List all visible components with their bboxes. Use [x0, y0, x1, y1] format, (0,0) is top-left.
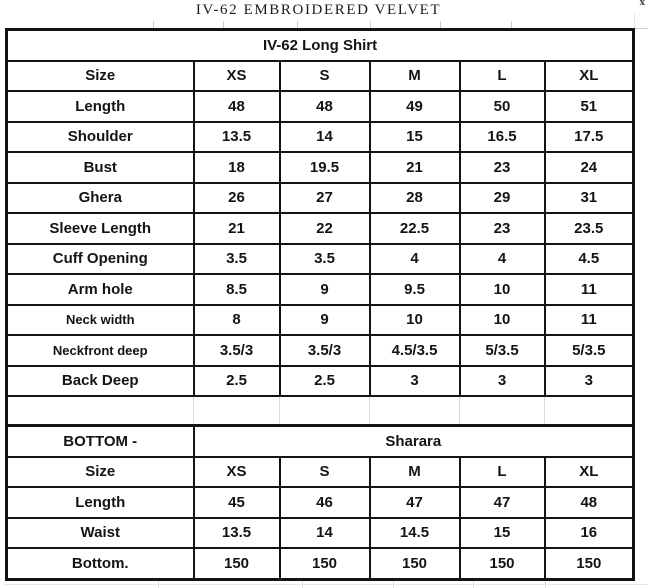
table-row	[7, 61, 634, 92]
bottom-section-value: Sharara	[194, 426, 634, 457]
cell-value: 10	[460, 305, 545, 336]
row-label: Length	[7, 487, 194, 518]
cell-value: 5/3.5	[545, 335, 634, 366]
empty-cell	[194, 396, 280, 426]
cell-value: 14	[280, 122, 370, 153]
cell-value: 15	[370, 122, 460, 153]
table-row	[7, 366, 634, 397]
row-label: Ghera	[7, 183, 194, 214]
row-label: Cuff Opening	[7, 244, 194, 275]
cell-value: 49	[370, 91, 460, 122]
cell-value: 29	[460, 183, 545, 214]
empty-cell	[7, 396, 194, 426]
document-title: IV-62 EMBROIDERED VELVET	[195, 2, 442, 18]
cell-value: 16.5	[460, 122, 545, 153]
cell-value: 9.5	[370, 274, 460, 305]
cell-value: 16	[545, 518, 634, 549]
table-row	[7, 183, 634, 214]
cell-value: 3	[370, 366, 460, 397]
cell-value: 3.5	[194, 244, 280, 275]
cell-value: 150	[460, 548, 545, 579]
cell-value: 48	[194, 91, 280, 122]
cell-value: 3.5	[280, 244, 370, 275]
cell-value: 4.5	[545, 244, 634, 275]
spacer-row	[7, 396, 634, 426]
size-col-header-s: S	[280, 457, 370, 488]
cell-value: 17.5	[545, 122, 634, 153]
cell-value: 5/3.5	[460, 335, 545, 366]
cell-value: 22	[280, 213, 370, 244]
cell-value: 18	[194, 152, 280, 183]
cell-value: 45	[194, 487, 280, 518]
cell-value: 2.5	[280, 366, 370, 397]
cell-value: 15	[460, 518, 545, 549]
cell-value: 48	[280, 91, 370, 122]
size-chart-table	[5, 28, 635, 581]
cell-value: 13.5	[194, 122, 280, 153]
gridline	[634, 14, 635, 28]
size-col-header-xl: XL	[545, 457, 634, 488]
size-col-header-s: S	[280, 61, 370, 92]
cell-value: 47	[370, 487, 460, 518]
cell-value: 47	[460, 487, 545, 518]
cell-value: 23	[460, 213, 545, 244]
cell-value: 8	[194, 305, 280, 336]
row-label: Waist	[7, 518, 194, 549]
gridline-tick	[153, 21, 154, 28]
table-row	[7, 30, 634, 61]
row-label: Bottom.	[7, 548, 194, 579]
cell-value: 150	[370, 548, 460, 579]
cell-value: 150	[280, 548, 370, 579]
size-col-header-m: M	[370, 457, 460, 488]
cell-value: 28	[370, 183, 460, 214]
cell-value: 13.5	[194, 518, 280, 549]
cell-value: 4	[460, 244, 545, 275]
cell-value: 3.5/3	[194, 335, 280, 366]
cell-value: 31	[545, 183, 634, 214]
size-header-label: Size	[7, 61, 194, 92]
cell-value: 8.5	[194, 274, 280, 305]
size-col-header-m: M	[370, 61, 460, 92]
cell-value: 22.5	[370, 213, 460, 244]
cell-value: 3.5/3	[280, 335, 370, 366]
cell-value: 27	[280, 183, 370, 214]
close-icon[interactable]: x	[639, 0, 645, 8]
size-col-header-l: L	[460, 61, 545, 92]
row-label: Back Deep	[7, 366, 194, 397]
empty-cell	[370, 396, 460, 426]
table-row	[7, 518, 634, 549]
cell-value: 2.5	[194, 366, 280, 397]
cell-value: 50	[460, 91, 545, 122]
row-label: Length	[7, 91, 194, 122]
table-row	[7, 305, 634, 336]
cell-value: 9	[280, 274, 370, 305]
cell-value: 11	[545, 274, 634, 305]
table-row	[7, 213, 634, 244]
cell-value: 19.5	[280, 152, 370, 183]
cell-value: 46	[280, 487, 370, 518]
gridline-tick	[370, 21, 371, 28]
empty-cell	[545, 396, 634, 426]
cell-value: 11	[545, 305, 634, 336]
gridline-tick	[223, 21, 224, 28]
cell-value: 3	[460, 366, 545, 397]
cell-value: 150	[194, 548, 280, 579]
table-row	[7, 91, 634, 122]
cell-value: 48	[545, 487, 634, 518]
row-label: Bust	[7, 152, 194, 183]
size-col-header-xl: XL	[545, 61, 634, 92]
cell-value: 9	[280, 305, 370, 336]
cell-value: 14.5	[370, 518, 460, 549]
row-label: Arm hole	[7, 274, 194, 305]
cell-value: 21	[370, 152, 460, 183]
size-col-header-xs: XS	[194, 61, 280, 92]
cell-value: 10	[460, 274, 545, 305]
table-row	[7, 335, 634, 366]
gridline-tick	[511, 21, 512, 28]
cell-value: 51	[545, 91, 634, 122]
row-label: Neckfront deep	[7, 335, 194, 366]
table-row	[7, 152, 634, 183]
cell-value: 21	[194, 213, 280, 244]
table-row	[7, 457, 634, 488]
size-col-header-xs: XS	[194, 457, 280, 488]
cell-value: 4.5/3.5	[370, 335, 460, 366]
empty-cell	[460, 396, 545, 426]
row-label: Neck width	[7, 305, 194, 336]
table-row	[7, 548, 634, 579]
cell-value: 150	[545, 548, 634, 579]
cell-value: 10	[370, 305, 460, 336]
cell-value: 23	[460, 152, 545, 183]
bottom-section-label: BOTTOM -	[7, 426, 194, 457]
table-row	[7, 122, 634, 153]
table-row	[7, 244, 634, 275]
shirt-table-title: IV-62 Long Shirt	[7, 30, 634, 61]
cell-value: 14	[280, 518, 370, 549]
table-row	[7, 274, 634, 305]
cell-value: 24	[545, 152, 634, 183]
row-label: Shoulder	[7, 122, 194, 153]
table-row	[7, 426, 634, 457]
gridline-tick	[440, 21, 441, 28]
cell-value: 26	[194, 183, 280, 214]
size-header-label: Size	[7, 457, 194, 488]
cell-value: 23.5	[545, 213, 634, 244]
cell-value: 4	[370, 244, 460, 275]
table-row	[7, 487, 634, 518]
row-label: Sleeve Length	[7, 213, 194, 244]
cell-value: 3	[545, 366, 634, 397]
empty-cell	[280, 396, 370, 426]
gridline-tick	[297, 21, 298, 28]
size-col-header-l: L	[460, 457, 545, 488]
gridline	[5, 584, 648, 585]
